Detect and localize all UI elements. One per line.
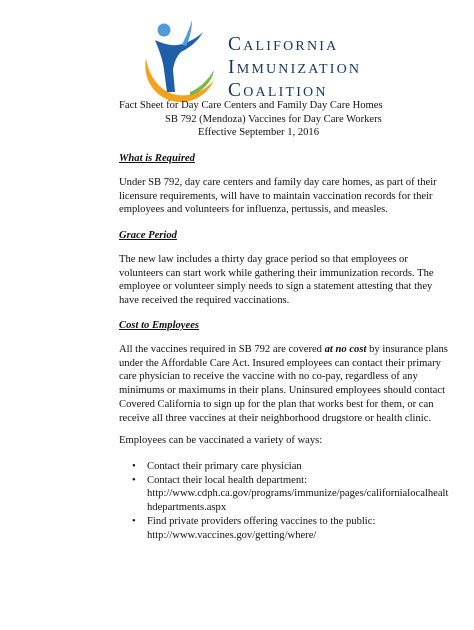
paragraph-line: employee or volunteer simply needs to sign a statement attesting that they — [119, 281, 433, 293]
paragraph-line: Employees can be vaccinated a variety of ways: — [119, 435, 323, 446]
health-department-link-cont[interactable]: hdepartments.aspx — [147, 502, 227, 514]
bullet-icon: • — [132, 474, 136, 486]
paragraph-grace — [119, 253, 459, 308]
paragraph-required — [119, 176, 459, 217]
logo-figure-head — [158, 24, 171, 37]
paragraph-line: The new law includes a thirty day grace period so that employees or — [119, 254, 408, 265]
list-item — [119, 460, 448, 474]
coalition-logo-icon — [142, 18, 217, 104]
wordmark-line-3: Coalition — [228, 80, 328, 101]
health-department-link[interactable]: http://www.cdph.ca.gov/programs/immunize/pages/californialocalhealt — [147, 488, 449, 500]
logo-orange-swoosh — [145, 58, 214, 102]
header-effective-date: Effective September 1, 2016 — [198, 127, 320, 138]
paragraph-line: minimums or maximums in their plans. Uninsured employees should contact — [119, 385, 446, 397]
list-item-text: Contact their local health department: — [147, 474, 308, 486]
no-cost-emphasis: at no cost — [324, 344, 367, 355]
bullet-icon: • — [132, 515, 136, 527]
logo-figure-body — [155, 32, 203, 92]
list-item — [119, 474, 448, 515]
text-run: by insurance plans — [366, 344, 448, 355]
ways-list — [119, 460, 448, 542]
paragraph-line: under the Affordable Care Act. Insured employees can contact their primary — [119, 357, 441, 369]
paragraph-line: Under SB 792, day care centers and family day care homes, as part of their — [119, 177, 437, 188]
paragraph-line: receive all three vaccines at their neighborhood drugstore or health clinic. — [119, 412, 432, 424]
vaccines-gov-link[interactable]: http://www.vaccines.gov/getting/where/ — [147, 529, 317, 541]
paragraph-line: licensure requirements, will have to maintain vaccination records for their — [119, 190, 433, 202]
list-item — [119, 515, 448, 542]
list-item-text: Find private providers offering vaccines to the public: — [147, 515, 376, 527]
section-heading-cost: Cost to Employees — [119, 320, 200, 331]
bullet-icon: • — [132, 461, 136, 472]
paragraph-line: volunteers can start work while gathering their immunization records. The — [119, 267, 434, 279]
wordmark-line-2: Immunization — [228, 57, 362, 78]
ways-intro — [119, 434, 459, 448]
paragraph-cost — [119, 343, 459, 425]
header-title: Fact Sheet for Day Care Centers and Family Day Care Homes — [119, 100, 383, 111]
paragraph-line: employees and volunteers for influenza, pertussis, and measles. — [119, 204, 388, 216]
paragraph-line: care physician to receive the vaccine with no co-pay, regardless of any — [119, 371, 418, 383]
paragraph-line: have received the required vaccinations. — [119, 295, 290, 307]
coalition-wordmark — [228, 33, 361, 102]
paragraph-line — [119, 343, 459, 357]
paragraph-line: Covered California to sign up for the plan that works best for them, or can — [119, 398, 434, 410]
list-item-text: Contact their primary care physician — [147, 461, 302, 472]
wordmark-line-1: California — [228, 34, 339, 55]
section-heading-required: What is Required — [119, 153, 195, 164]
section-heading-grace: Grace Period — [119, 230, 177, 241]
text-run: All the vaccines required in SB 792 are covered — [119, 344, 325, 355]
header-bill: SB 792 (Mendoza) Vaccines for Day Care Workers — [165, 113, 382, 125]
